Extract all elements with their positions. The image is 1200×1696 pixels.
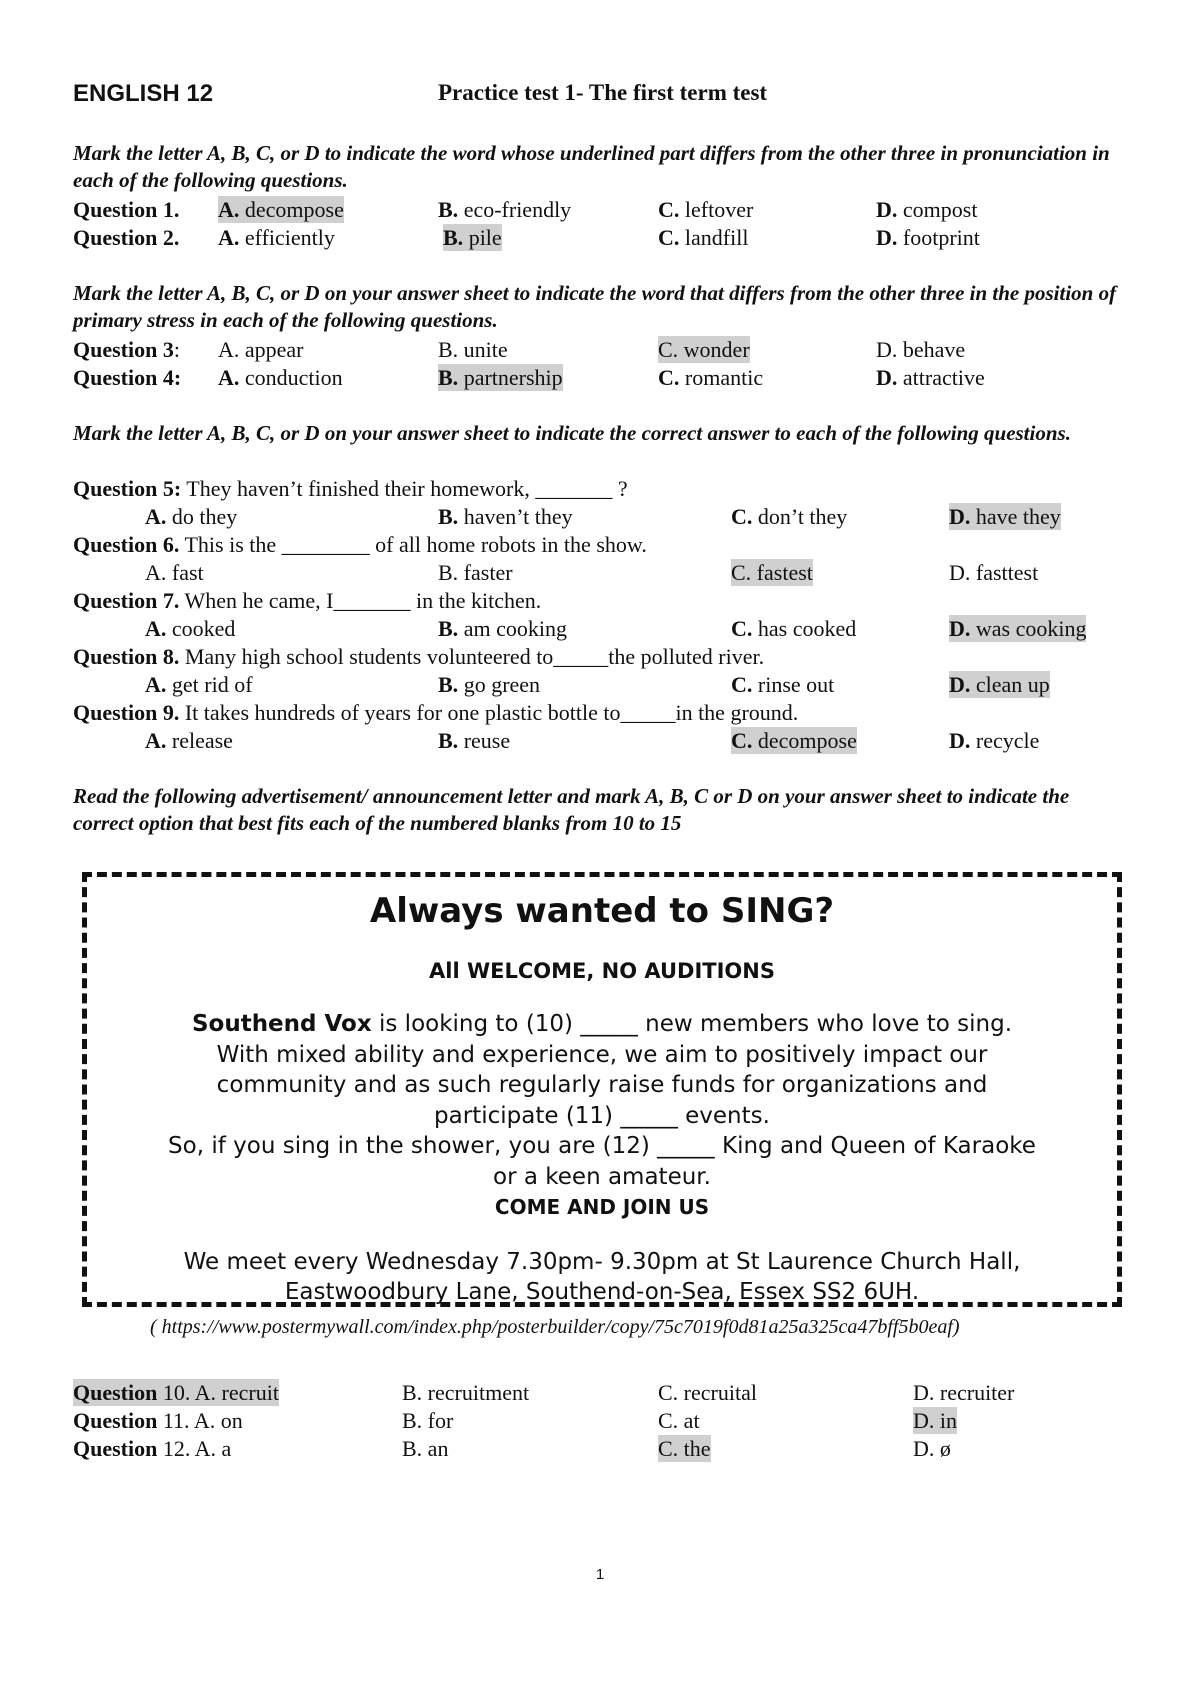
option-a: Question 10. A. recruit	[73, 1380, 279, 1405]
option-c: C. rinse out	[731, 672, 835, 697]
option-b: B. pile	[443, 225, 502, 250]
option-c: C. wonder	[658, 337, 750, 362]
option-d: D. clean up	[949, 672, 1050, 697]
option-a: A. decompose	[218, 197, 344, 222]
option-c: C. has cooked	[731, 616, 857, 641]
option-a: A. do they	[145, 504, 238, 529]
poster-line: Southend Vox is looking to (10) _____ new members who love to sing.	[191, 1011, 1013, 1037]
advertisement-poster	[82, 872, 1122, 1307]
poster-subtitle: All WELCOME, NO AUDITIONS	[429, 959, 775, 983]
question-5-options	[0, 503, 1200, 530]
option-d: D. have they	[949, 504, 1061, 529]
option-d: D. was cooking	[949, 616, 1087, 641]
question-9-stem	[0, 699, 1200, 726]
option-b: B. unite	[438, 337, 508, 362]
instruction-reading: Read the following advertisement/ announcement letter and mark A, B, C or D on your answer sheet to indicate the correct option that best fits each of the numbered blanks from 10 to 15	[73, 784, 1070, 835]
option-b: B. partnership	[438, 365, 563, 390]
option-a: A. cooked	[145, 616, 236, 641]
option-d: D. footprint	[876, 225, 980, 250]
poster-line: community and as such regularly raise funds for organizations and	[216, 1072, 988, 1098]
question-2	[0, 224, 1200, 251]
question-label: Question 2.	[73, 225, 180, 250]
question-10	[0, 1379, 1200, 1406]
option-c: C. at	[658, 1408, 700, 1433]
question-4	[0, 364, 1200, 391]
option-b: B. reuse	[438, 728, 511, 753]
option-d: D. recruiter	[913, 1380, 1015, 1405]
question-6-stem	[0, 531, 1200, 558]
question-9-options	[0, 727, 1200, 754]
option-b: B. haven’t they	[438, 504, 573, 529]
question-text: Question 8. Many high school students volunteered to_____the polluted river.	[73, 644, 765, 669]
poster-line: participate (11) _____ events.	[434, 1102, 770, 1129]
source-url: ( https://www.postermywall.com/index.php/posterbuilder/copy/75c7019f0d81a25a325ca47bff5b0eaf)	[150, 1316, 960, 1338]
option-c: C. recruital	[658, 1380, 757, 1405]
option-c: C. the	[658, 1436, 711, 1461]
option-b: B. faster	[438, 560, 513, 585]
question-3	[0, 336, 1200, 363]
option-d: D. in	[913, 1408, 957, 1433]
poster-line: or a keen amateur.	[493, 1163, 711, 1190]
option-b: B. am cooking	[438, 616, 567, 641]
option-d: D. recycle	[949, 728, 1040, 753]
question-label: Question 4:	[73, 365, 182, 390]
question-1	[0, 196, 1200, 223]
option-c: C. romantic	[658, 365, 764, 390]
option-b: B. for	[402, 1408, 454, 1433]
question-label: Question 1.	[73, 197, 180, 222]
poster-line: With mixed ability and experience, we aim to positively impact our	[216, 1041, 988, 1068]
poster-line: So, if you sing in the shower, you are (12) _____ King and Queen of Karaoke	[168, 1133, 1036, 1159]
option-d: D. ø	[913, 1436, 951, 1461]
poster-join: COME AND JOIN US	[494, 1195, 710, 1219]
question-8-stem	[0, 643, 1200, 670]
option-a: A. get rid of	[145, 672, 253, 697]
question-text: Question 6. This is the ________ of all home robots in the show.	[73, 532, 647, 557]
option-a: A. conduction	[218, 365, 343, 390]
question-5-stem	[0, 475, 1200, 502]
question-11	[0, 1407, 1200, 1434]
option-a: A. appear	[218, 337, 304, 362]
question-7-options	[0, 615, 1200, 642]
instruction-grammar: Mark the letter A, B, C, or D on your answer sheet to indicate the correct answer to each of the following questions.	[73, 421, 1071, 445]
question-text: Question 7. When he came, I_______ in the kitchen.	[73, 588, 542, 613]
question-7-stem	[0, 587, 1200, 614]
option-d: D. attractive	[876, 365, 985, 390]
option-b: B. an	[402, 1436, 449, 1461]
question-text: Question 5: They haven’t finished their homework, _______ ?	[73, 476, 628, 501]
poster-body	[87, 1009, 1117, 1223]
option-d: D. fasttest	[949, 560, 1039, 585]
poster-meeting-info: We meet every Wednesday 7.30pm- 9.30pm at St Laurence Church Hall, Eastwoodbury Lane, Southend-on-Sea, Essex SS2 6UH.	[183, 1249, 1021, 1305]
option-a: A. release	[145, 728, 233, 753]
page-number: 1	[595, 1566, 605, 1583]
option-c: C. don’t they	[731, 504, 848, 529]
question-6-options	[0, 559, 1200, 586]
option-c: C. landfill	[658, 225, 749, 250]
subject-title: ENGLISH 12	[73, 80, 214, 107]
question-text: Question 9. It takes hundreds of years for one plastic bottle to_____in the ground.	[73, 700, 799, 725]
option-b: B. recruitment	[402, 1380, 530, 1405]
option-c: C. leftover	[658, 197, 754, 222]
instruction-pronunciation: Mark the letter A, B, C, or D to indicate the word whose underlined part differs from the other three in pronunciation in each of the following questions.	[73, 141, 1110, 192]
option-d: D. compost	[876, 197, 978, 222]
question-8-options	[0, 671, 1200, 698]
option-a: A. fast	[145, 560, 204, 585]
option-a: Question 12. A. a	[73, 1436, 232, 1461]
option-a: Question 11. A. on	[73, 1408, 243, 1433]
option-a: A. efficiently	[218, 225, 335, 250]
option-c: C. fastest	[731, 560, 813, 585]
option-c: C. decompose	[731, 728, 857, 753]
test-title: Practice test 1- The first term test	[438, 80, 768, 105]
instruction-stress: Mark the letter A, B, C, or D on your answer sheet to indicate the word that differs from the other three in the position of primary stress in each of the following questions.	[73, 281, 1117, 332]
option-b: B. eco-friendly	[438, 197, 572, 222]
option-d: D. behave	[876, 337, 966, 362]
question-12	[0, 1435, 1200, 1462]
poster-title: Always wanted to SING?	[369, 891, 835, 931]
option-b: B. go green	[438, 672, 541, 697]
question-label: Question 3:	[73, 337, 180, 362]
organization-name: Southend Vox	[191, 1011, 372, 1037]
